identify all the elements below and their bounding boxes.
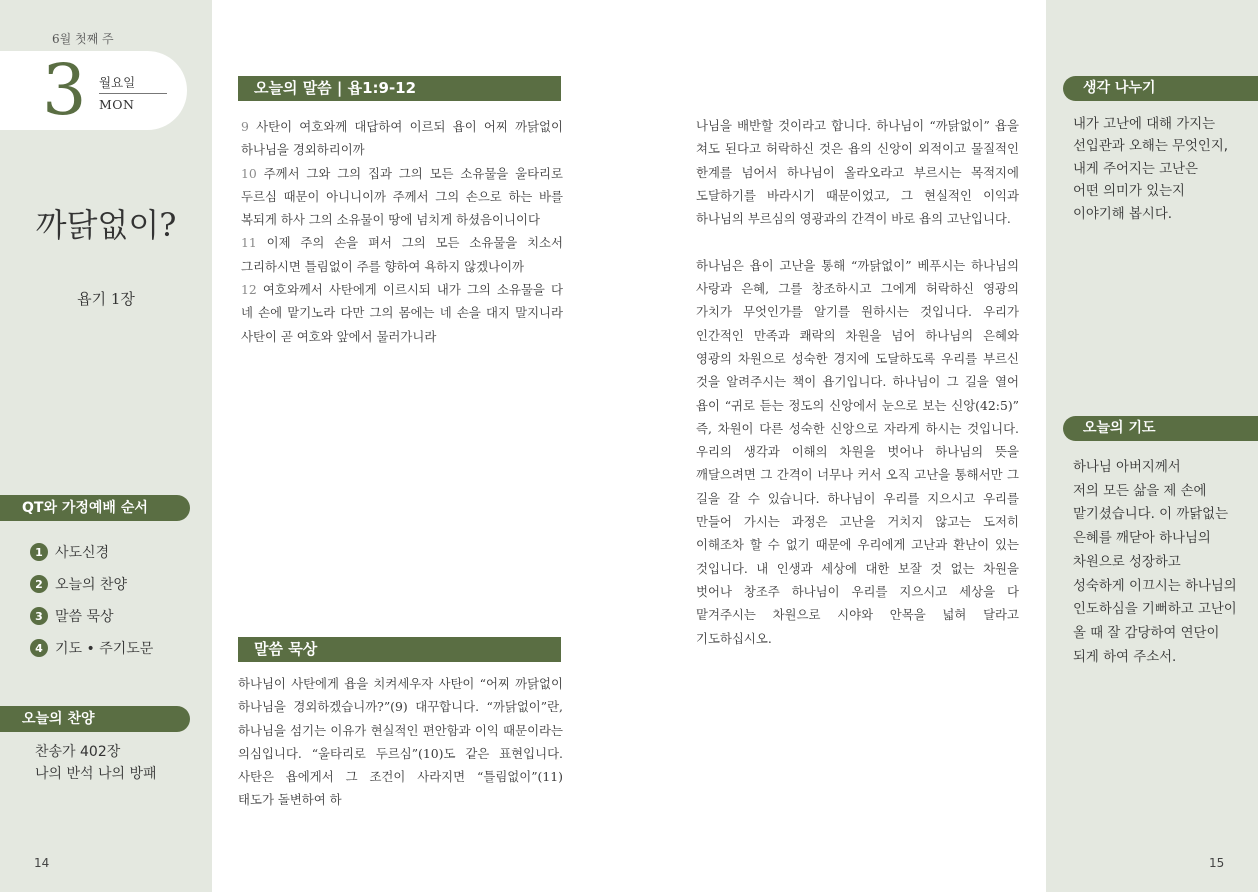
number-badge: 3 (30, 607, 48, 625)
today-word-header: 오늘의 말씀 | 욥1:9-12 (238, 76, 561, 101)
week-label: 6월 첫째 주 (52, 32, 114, 46)
meditation-text: 하나님이 사탄에게 욥을 치켜세우자 사탄이 “어찌 까닭없이 하나님을 경외하겠습니까?”(9) 대꾸합니다. “까닭없이”란, 하나님을 섬기는 이유가 현실적인 편안함과 이익 때문이라는 의심입니다. “울타리로 두르심”(10)도 같은 표현입니다. 사탄은 욥에게서 그 조건이 사라지면 “틀림없이”(11) 태도가 돌변하여 하 (238, 676, 563, 808)
order-item (30, 605, 114, 627)
verse-number: 9 (241, 119, 249, 134)
order-item-label: 오늘의 찬양 (55, 577, 128, 593)
order-item (30, 541, 109, 563)
verse-text: 사탄이 여호와께 대답하여 이르되 욥이 어찌 까닭없이 하나님을 경외하리이까 (241, 119, 563, 158)
number-badge: 1 (30, 543, 48, 561)
weekday-divider (99, 93, 167, 94)
prayer-header: 오늘의 기도 (1063, 416, 1258, 441)
share-header: 생각 나누기 (1063, 76, 1258, 101)
paragraph: 하나님은 욥이 고난을 통해 “까닭없이” 베푸시는 하나님의 사랑과 은혜, 그를 창조하시고 그에게 허락하신 영광의 가치가 무엇인가를 알기를 원하시는 것입니다. 우리가 인간적인 만족과 쾌락의 차원을 넘어 하나님의 은혜와 영광의 차원으로 성숙한 경지에 도달하도록 우리를 부르신 것을 알려주시는 책이 욥기입니다. 하나님이 그 길을 열어 욥이 “귀로 듣는 정도의 신앙에서 눈으로 보는 신앙(42:5)” 즉, 차원이 다른 성숙한 신앙으로 자라게 하시는 것입니다. 우리의 생각과 이해의 차원을 벗어나 하나님의 뜻을 깨달으려면 그 간격이 너무나 커서 오직 고난을 통해서만 그 길을 갈 수 있습니다. 하나님이 우리를 지으시고 우리를 만들어 가시는 과정은 고난을 거치지 않고는 도저히 이해조차 할 수 없기 때문에 우리에게 고난과 환난이 있는 것입니다. 내 인생과 세상에 대한 보잘 것 없는 차원을 벗어나 창조주 하나님이 우리를 지으시고 세상을 다 맡겨주시는 차원으로 시야와 안목을 넓혀 달라고 기도하십시오. (696, 257, 1019, 646)
verse-text: 여호와께서 사탄에게 이르시되 내가 그의 소유물을 다 네 손에 맡기노라 다만 그의 몸에는 네 손을 대지 말지니라 사탄이 곧 여호와 앞에서 물러가니라 (241, 282, 563, 344)
order-item-label: 말씀 묵상 (55, 609, 114, 625)
date-badge (0, 51, 187, 130)
scripture-verses (241, 115, 563, 348)
order-item-label: 기도 • 주기도문 (55, 641, 154, 657)
weekday-english: MON (99, 97, 135, 112)
verse-number: 12 (241, 282, 257, 298)
verse-number: 11 (241, 235, 257, 251)
hymn-title: 나의 반석 나의 방패 (35, 766, 157, 782)
order-item (30, 637, 153, 659)
hymn-header: 오늘의 찬양 (0, 706, 190, 732)
weekday-korean: 월요일 (99, 75, 136, 90)
number-badge: 2 (30, 575, 48, 593)
day-number: 3 (42, 49, 87, 131)
hymn-number: 찬송가 402장 (35, 744, 121, 760)
verse-text: 이제 주의 손을 펴서 그의 모든 소유물을 치소서 그리하시면 틀림없이 주를 향하여 욕하지 않겠나이까 (241, 235, 563, 274)
paragraph: 나님을 배반할 것이라고 합니다. 하나님이 “까닭없이” 욥을 쳐도 된다고 허락하신 것은 욥의 신앙이 외적이고 물질적인 한계를 넘어서 하나님이 올라오라고 부르시는 목적지에 도달하기를 바라시기 때문이었고, 그 현실적인 이익과 하나님의 부르심의 영광과의 간격이 바로 욥의 고난입니다. (696, 118, 1019, 227)
verse-text: 주께서 그와 그의 집과 그의 모든 소유물을 울타리로 두르심 때문이 아니니이까 주께서 그의 손으로 하는 바를 복되게 하사 그의 소유물이 땅에 넘치게 하셨음이니이다 (241, 165, 563, 228)
order-header: QT와 가정예배 순서 (0, 495, 190, 521)
meditation-continued (696, 114, 1019, 673)
order-item-label: 사도신경 (55, 545, 110, 561)
number-badge: 4 (30, 639, 48, 657)
page-number-right: 15 (1209, 856, 1225, 870)
page-title: 까닭없이? (35, 206, 177, 244)
scripture-reference: 욥기 1장 (77, 290, 135, 308)
meditation-header: 말씀 묵상 (238, 637, 561, 662)
verse-number: 10 (241, 165, 257, 181)
order-item (30, 573, 127, 595)
page-number-left: 14 (34, 856, 50, 870)
share-text: 내가 고난에 대해 가지는 선입관과 오해는 무엇인지, 내게 주어지는 고난은 어떤 의미가 있는지 이야기해 봅시다. (1073, 117, 1229, 222)
prayer-text: 하나님 아버지께서 저의 모든 삶을 제 손에 맡기셨습니다. 이 까닭없는 은혜를 깨닫아 하나님의 차원으로 성장하고 성숙하게 이끄시는 하나님의 인도하심을 기뻐하고 고난이 올 때 잘 감당하여 연단이 되게 하여 주소서. (1073, 460, 1237, 665)
